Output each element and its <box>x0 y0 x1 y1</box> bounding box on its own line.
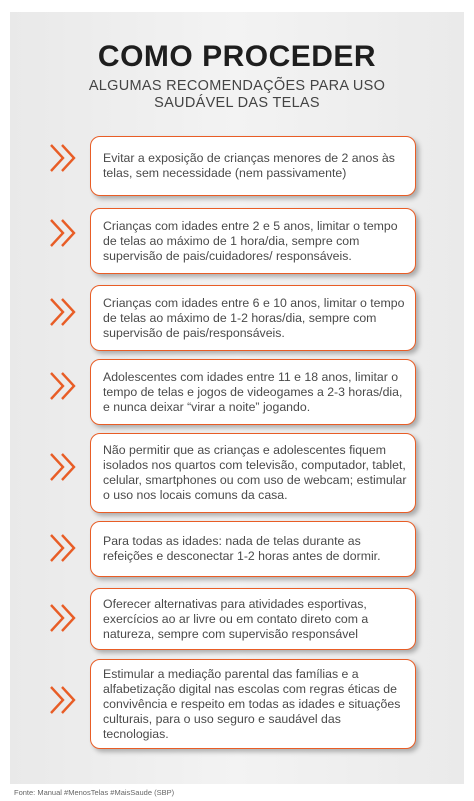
double-chevron-right-icon <box>48 602 84 634</box>
recommendation-card <box>90 659 416 749</box>
page-subtitle <box>0 78 474 112</box>
double-chevron-right-icon <box>48 532 84 564</box>
double-chevron-right-icon <box>48 296 84 328</box>
recommendation-text: Crianças com idades entre 6 e 10 anos, limitar o tempo de telas ao máximo de 1-2 horas/dia, sempre com supervisão de pais/responsáveis. <box>103 295 405 340</box>
recommendation-card <box>90 285 416 351</box>
double-chevron-right-icon <box>48 142 84 174</box>
recommendation-text: Adolescentes com idades entre 11 e 18 anos, limitar o tempo de telas e jogos de videogames a 2-3 horas/dia, e nunca deixar “virar a noite” jogando. <box>103 369 403 414</box>
subtitle-line-1: ALGUMAS RECOMENDAÇÕES PARA USO <box>88 78 386 94</box>
recommendation-card <box>90 359 416 425</box>
recommendation-text: Evitar a exposição de crianças menores de 2 anos às telas, sem necessidade (nem passivamente) <box>103 151 395 180</box>
source-caption: Fonte: Manual #MenosTelas #MaisSaude (SBP) <box>14 788 175 797</box>
double-chevron-right-icon <box>48 217 84 249</box>
recommendation-text: Estimular a mediação parental das famílias e a alfabetização digital nas escolas com regras éticas de convivência e respeito em todas as idades e situações culturais, para o uso seguro e saudável das tecnologias. <box>103 666 401 741</box>
recommendation-text: Para todas as idades: nada de telas durante as refeições e desconectar 1-2 horas antes de dormir. <box>103 534 381 563</box>
recommendation-card <box>90 588 416 650</box>
recommendation-text: Oferecer alternativas para atividades esportivas, exercícios ao ar livre ou em contato direto com a natureza, sempre com supervisão responsável <box>103 596 369 641</box>
double-chevron-right-icon <box>48 451 84 483</box>
recommendation-card <box>90 433 416 513</box>
subtitle-line-2: SAUDÁVEL DAS TELAS <box>154 95 320 111</box>
recommendation-text: Não permitir que as crianças e adolescentes fiquem isolados nos quartos com televisão, computador, tablet, celular, smartphones ou com uso de webcam; estimular o uso nos locais comuns da casa. <box>103 443 407 502</box>
page-title: COMO PROCEDER <box>97 40 377 73</box>
double-chevron-right-icon <box>48 684 84 716</box>
recommendation-card <box>90 521 416 577</box>
recommendation-card <box>90 136 416 196</box>
double-chevron-right-icon <box>48 370 84 402</box>
recommendation-card <box>90 208 416 274</box>
recommendation-text: Crianças com idades entre 2 e 5 anos, limitar o tempo de telas ao máximo de 1 hora/dia, sempre com supervisão de pais/cuidadores/ responsáveis. <box>103 218 398 263</box>
